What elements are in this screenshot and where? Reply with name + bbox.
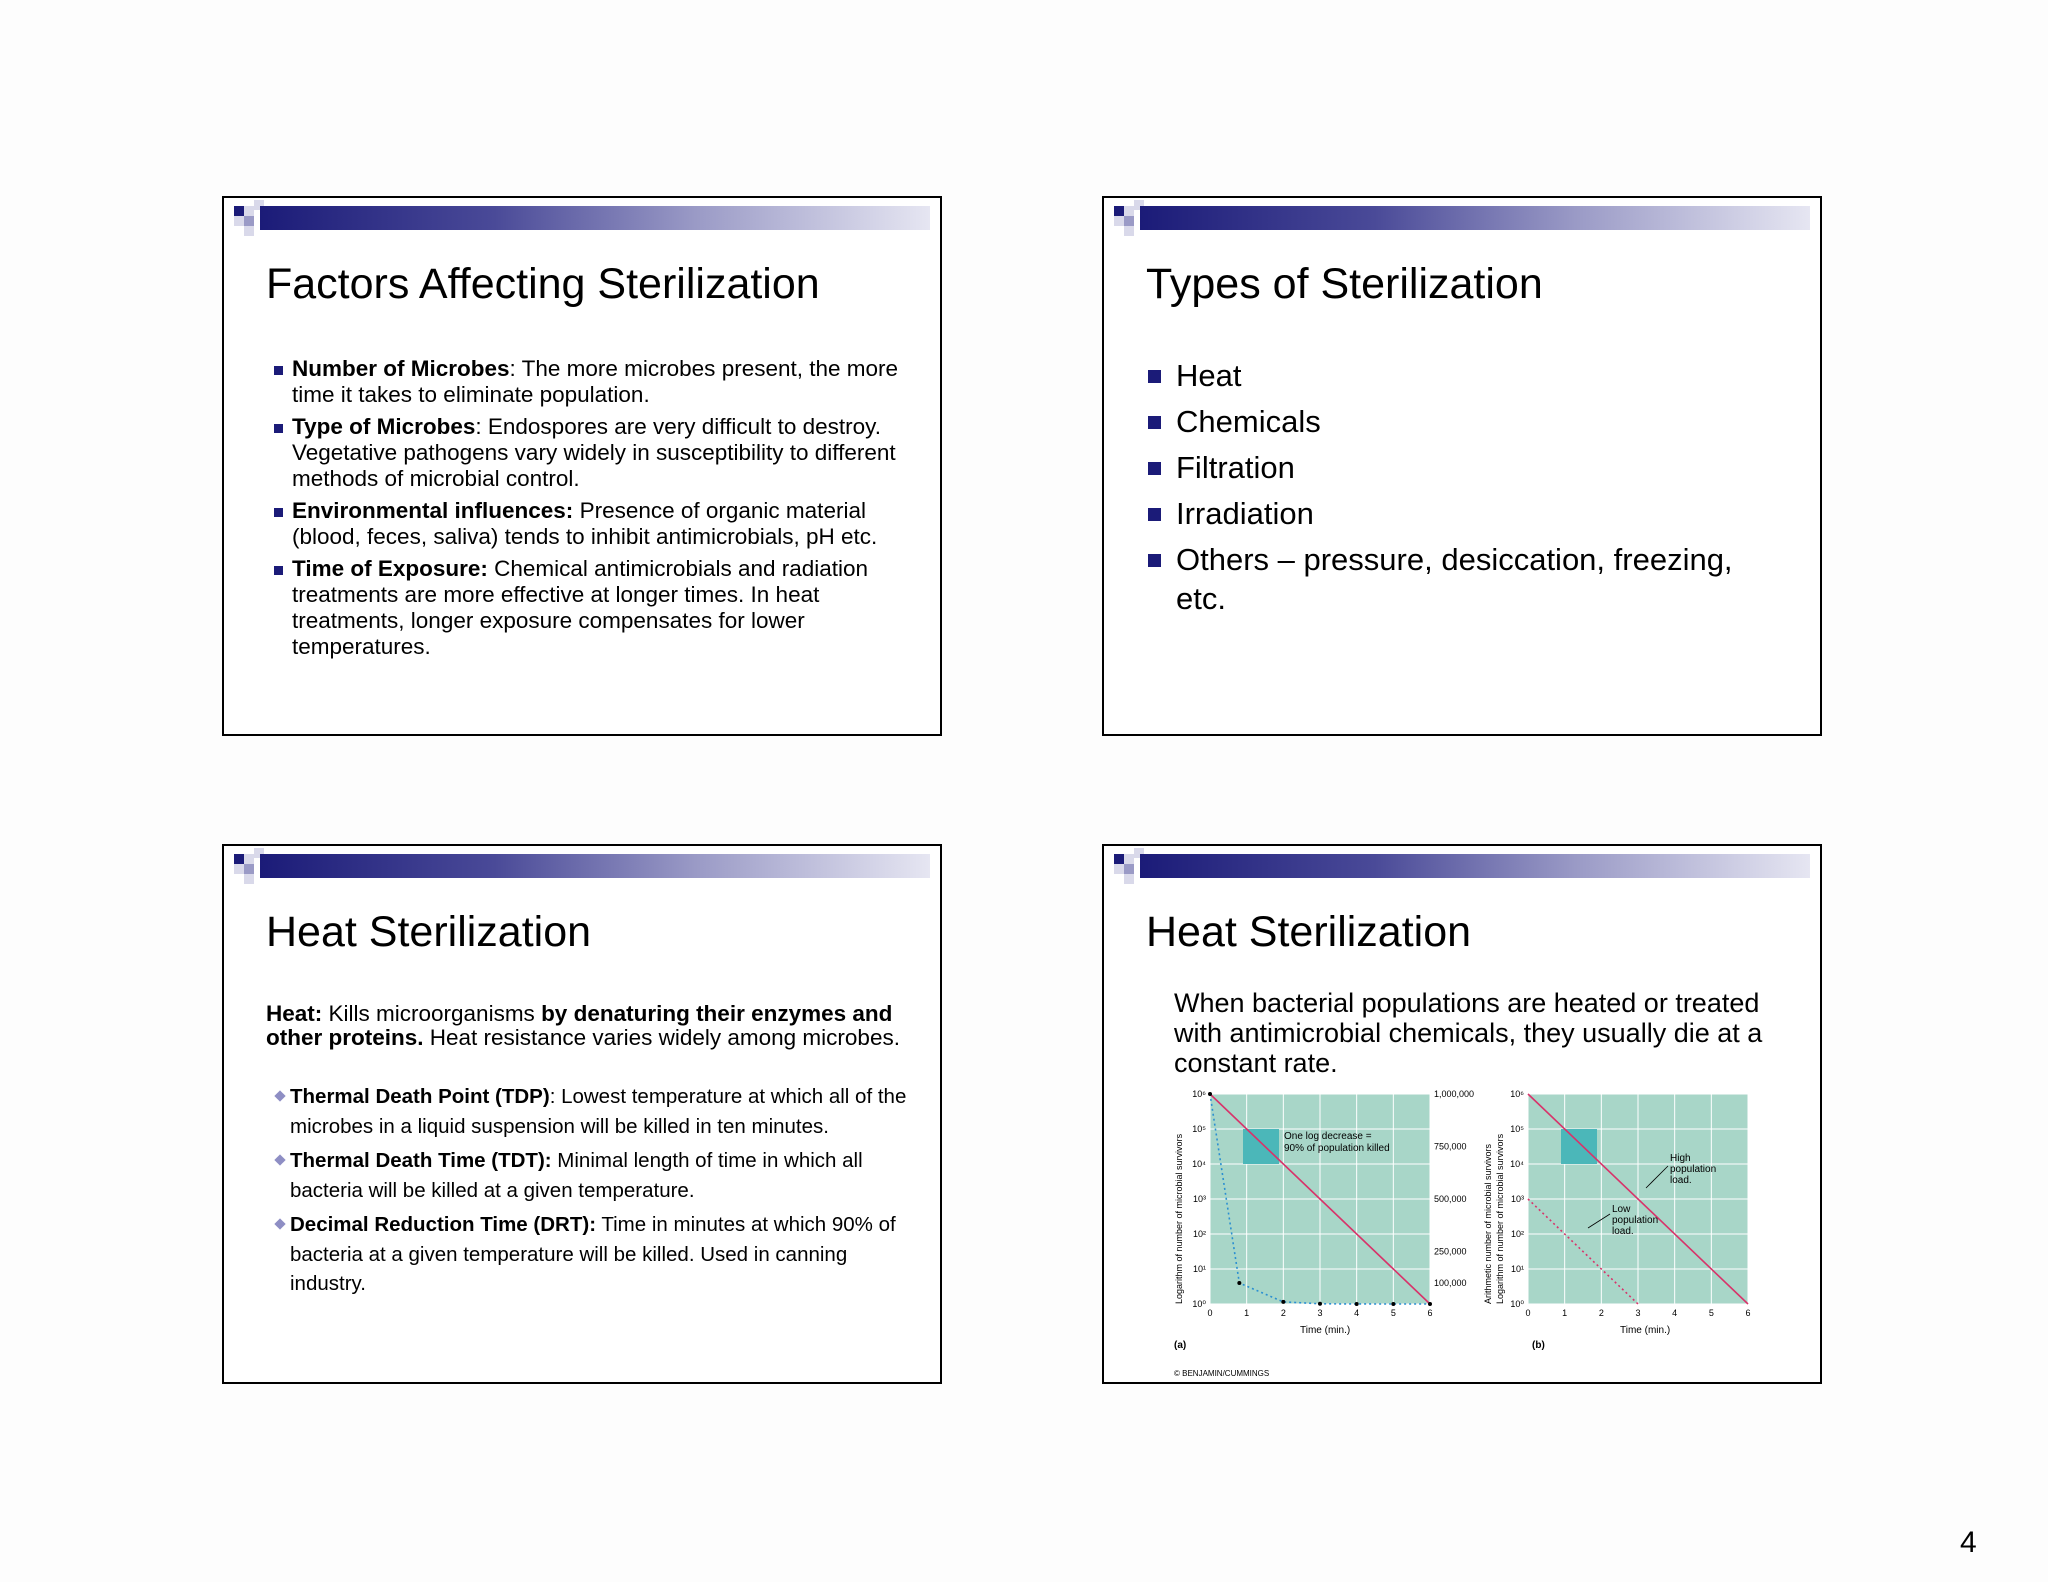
- list-item: Filtration: [1148, 448, 1788, 487]
- log-decrease-box: [1243, 1129, 1279, 1164]
- bullet-list: [274, 1082, 914, 1304]
- y-tick-label: 10⁴: [1510, 1159, 1524, 1169]
- right-tick-label: 750,000: [1434, 1141, 1467, 1152]
- credit: © BENJAMIN/CUMMINGS: [1174, 1369, 1270, 1378]
- list-item: Time of Exposure: Chemical antimicrobials and radiation treatments are more effective at longer times. In heat treatments, longer exposure compensates for lower temperatures.: [274, 556, 914, 660]
- ylabel-left-b: Logarithm of number of microbial survivors: [1495, 1133, 1505, 1304]
- intro-paragraph: Heat: Kills microorganisms by denaturing their enzymes and other proteins. Heat resistance varies widely among microbes.: [266, 1001, 900, 1050]
- xlabel-a: Time (min.): [1300, 1325, 1351, 1336]
- list-item: Decimal Reduction Time (DRT): Time in minutes at which 90% of bacteria at a given temperature will be killed. Used in canning industry.: [274, 1210, 914, 1299]
- death-curve-figure: [1170, 1086, 1760, 1378]
- x-tick-label: 5: [1708, 1308, 1714, 1318]
- y-tick-label: 10⁵: [1510, 1124, 1524, 1134]
- x-tick-label: 4: [1672, 1308, 1678, 1318]
- y-tick-label: 10⁰: [1192, 1299, 1206, 1309]
- x-tick-label: 0: [1525, 1308, 1531, 1318]
- data-point: [1355, 1302, 1359, 1306]
- list-item: Chemicals: [1148, 402, 1788, 441]
- x-tick-label: 1: [1562, 1308, 1568, 1318]
- y-tick-label: 10¹: [1510, 1264, 1524, 1274]
- data-point: [1318, 1302, 1322, 1306]
- list-item: Irradiation: [1148, 494, 1788, 533]
- panel-label-a: (a): [1174, 1340, 1187, 1351]
- list-item: Others – pressure, desiccation, freezing, etc.: [1148, 540, 1788, 618]
- right-tick-label: 1,000,000: [1434, 1089, 1475, 1099]
- chart-a: [1174, 1089, 1493, 1351]
- slide-title: Factors Affecting Sterilization: [266, 260, 820, 308]
- x-tick-label: 6: [1745, 1308, 1751, 1318]
- y-tick-label: 10²: [1510, 1229, 1524, 1239]
- x-tick-label: 4: [1354, 1308, 1360, 1318]
- x-tick-label: 2: [1280, 1308, 1286, 1318]
- list-item: Thermal Death Point (TDP): Lowest temperature at which all of the microbes in a liquid suspension will be killed in ten minutes.: [274, 1082, 914, 1141]
- data-point: [1428, 1302, 1432, 1306]
- ylabel-left-a: Logarithm of number of microbial survivors: [1174, 1133, 1184, 1304]
- chart-b: [1495, 1089, 1751, 1351]
- bullet-list: [1148, 356, 1788, 625]
- right-tick-label: 250,000: [1434, 1246, 1467, 1257]
- slide-title: Heat Sterilization: [266, 908, 592, 956]
- y-tick-label: 10⁰: [1510, 1299, 1524, 1309]
- annotation-a: [1284, 1131, 1390, 1154]
- slide-heat-sterilization: [222, 844, 942, 1384]
- y-tick-label: 10⁵: [1192, 1124, 1206, 1134]
- annotation-line-1: One log decrease =: [1284, 1131, 1372, 1142]
- data-point: [1391, 1302, 1395, 1306]
- panel-label-b: (b): [1532, 1340, 1545, 1351]
- x-tick-label: 6: [1427, 1308, 1433, 1318]
- slide-banner: [1110, 848, 1810, 884]
- y-tick-label: 10²: [1192, 1229, 1206, 1239]
- list-item: Number of Microbes: The more microbes present, the more time it takes to eliminate population.: [274, 356, 914, 408]
- high-label: High population load.: [1670, 1153, 1717, 1186]
- slide-types: [1102, 196, 1822, 736]
- data-point: [1237, 1281, 1241, 1285]
- right-tick-label: 500,000: [1434, 1194, 1467, 1204]
- x-tick-label: 3: [1635, 1308, 1641, 1318]
- ylabel-right-a: Arithmetic number of microbial survivors: [1483, 1143, 1493, 1304]
- y-tick-label: 10⁶: [1192, 1089, 1206, 1099]
- list-item: Type of Microbes: Endospores are very difficult to destroy. Vegetative pathogens vary widely in susceptibility to different methods of microbial control.: [274, 414, 914, 492]
- data-point: [1281, 1300, 1285, 1304]
- slide-banner: [230, 200, 930, 236]
- slide-heat-sterilization-graph: [1102, 844, 1822, 1384]
- xlabel-b: Time (min.): [1620, 1325, 1671, 1336]
- y-tick-label: 10⁶: [1510, 1089, 1524, 1099]
- x-tick-label: 0: [1207, 1308, 1213, 1318]
- slide-title: Heat Sterilization: [1146, 908, 1472, 956]
- list-item: Heat: [1148, 356, 1788, 395]
- slide-banner: [1110, 200, 1810, 236]
- page-number: 4: [1960, 1526, 1977, 1559]
- y-tick-label: 10⁴: [1192, 1159, 1206, 1169]
- bullet-list: [274, 356, 914, 666]
- data-point: [1208, 1092, 1212, 1096]
- x-tick-label: 3: [1317, 1308, 1323, 1318]
- list-item: Thermal Death Time (TDT): Minimal length of time in which all bacteria will be killed at a given temperature.: [274, 1146, 914, 1205]
- list-item: Environmental influences: Presence of organic material (blood, feces, saliva) tends to inhibit antimicrobials, pH etc.: [274, 498, 914, 550]
- slide-text: When bacterial populations are heated or treated with antimicrobial chemicals, they usually die at a constant rate.: [1174, 988, 1763, 1078]
- right-tick-label: 100,000: [1434, 1278, 1467, 1288]
- annotation-line-2: 90% of population killed: [1284, 1143, 1390, 1154]
- x-tick-label: 1: [1244, 1308, 1250, 1318]
- x-tick-label: 2: [1598, 1308, 1604, 1318]
- slide-banner: [230, 848, 930, 884]
- slide-factors: [222, 196, 942, 736]
- y-tick-label: 10³: [1192, 1194, 1206, 1204]
- slide-title: Types of Sterilization: [1146, 260, 1543, 308]
- y-tick-label: 10¹: [1192, 1264, 1206, 1274]
- x-tick-label: 5: [1390, 1308, 1396, 1318]
- log-decrease-box: [1561, 1129, 1597, 1164]
- y-tick-label: 10³: [1510, 1194, 1524, 1204]
- low-label: Low population load.: [1612, 1204, 1659, 1237]
